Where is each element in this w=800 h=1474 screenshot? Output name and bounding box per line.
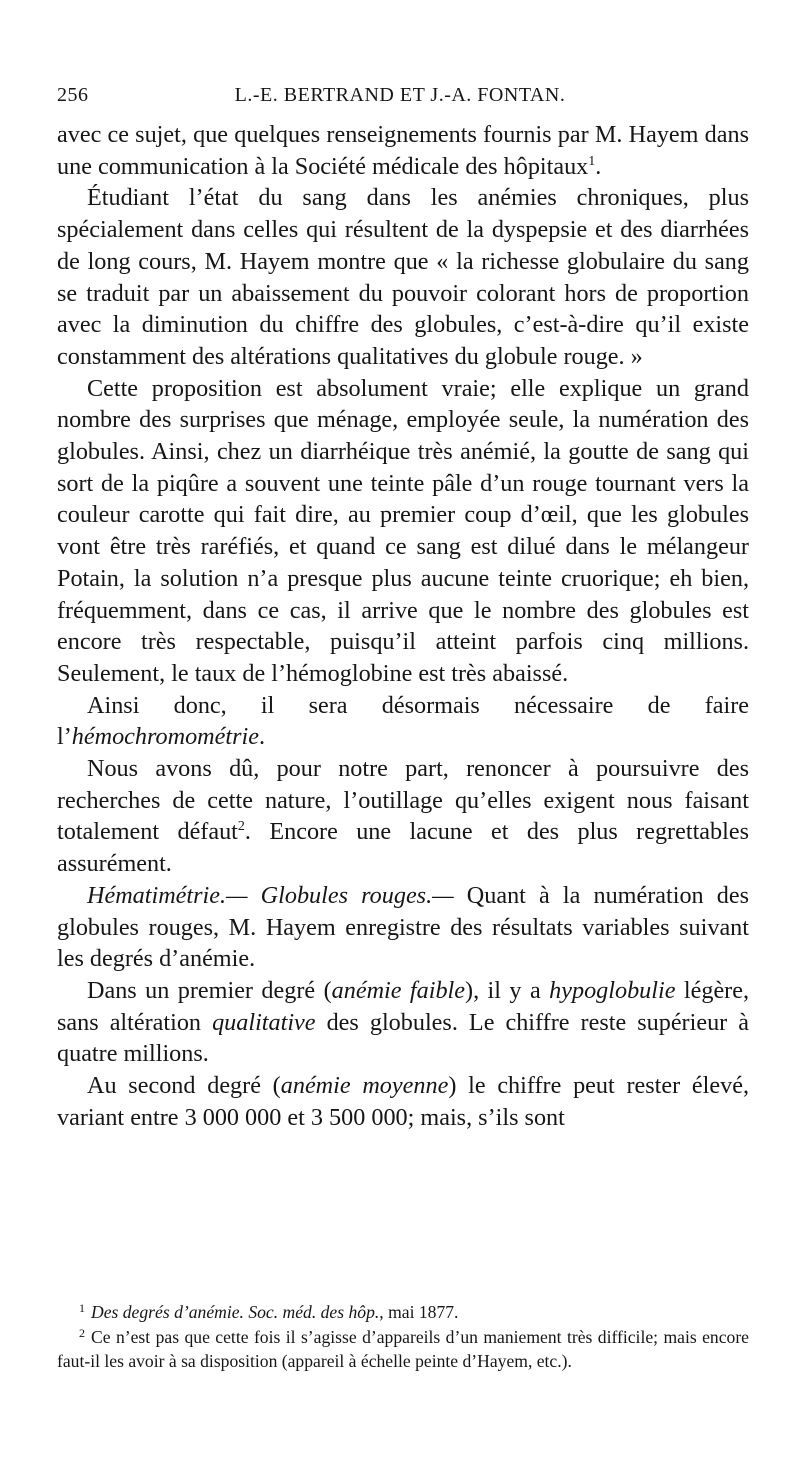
paragraph-3: Cette proposition est absolument vraie; elle explique un grand nombre des surprises que ménage, employée seule, la numération des globules. Ainsi, chez un diarrhéique très anémié, la goutte de sang qui sort de la piqûre a souvent une teinte pâle d’un rouge tournant vers la couleur carotte qui fait dire, au premier coup d’œil, que les globules vont être très raréfiés, et quand ce sang est dilué dans le mélangeur Potain, la solution n’a presque plus aucune teinte cruorique; eh bien, fréquemment, dans ce cas, il arrive que le nombre des globules est encore très respectable, puisqu’il atteint parfois cinq millions. Seulement, le taux de l’hémoglobine est très abaissé. [57, 374, 749, 687]
paragraph-2: Étudiant l’état du sang dans les anémies chroniques, plus spécialement dans celles qui résultent de la dyspepsie et des diarrhées de long cours, M. Hayem montre que « la richesse globulaire du sang se traduit par un abaissement du pouvoir colorant hors de proportion avec la diminution du chiffre des globules, c’est-à-dire qu’il existe constamment des altérations qualitatives du globule rouge. » [57, 184, 749, 370]
paragraph-7: Dans un premier degré (anémie faible), il y a hypoglobulie légère, sans altération qualitative des globules. Le chiffre reste supérieur à quatre millions. [57, 976, 750, 1068]
running-title: L.-E. BERTRAND ET J.-A. FONTAN. [234, 84, 566, 106]
paragraph-4: Ainsi donc, il sera désormais nécessaire de faire l’hémochromométrie. [57, 691, 749, 751]
paragraph-6: Hématimétrie.— Globules rouges.— Quant à la numération des globules rouges, M. Hayem enregistre des résultats variables suivant les degrés d’anémie. [57, 881, 750, 973]
paragraph-8: Au second degré (anémie moyenne) le chiffre peut rester élevé, variant entre 3 000 000 et 3 500 000; mais, s’ils sont [57, 1072, 749, 1131]
paragraph-1: avec ce sujet, que quelques renseignements fournis par M. Hayem dans une communication à la Société médicale des hôpitaux$^1$. [57, 121, 749, 180]
footnote-1: $^1$ Des degrés d’anémie. Soc. méd. des hôp., mai 1877. [79, 1301, 459, 1322]
footnote-2: $^2$ Ce n’est pas que cette fois il s’agisse d’appareils d’un maniement très difficile; mais encore faut-il les avoir à sa disposition (appareil à échelle peinte d’Hayem, etc.). [57, 1325, 749, 1371]
paragraph-5: Nous avons dû, pour notre part, renoncer à poursuivre des recherches de cette nature, l’outillage qu’elles exigent nous faisant totalement défaut$^2$. Encore une lacune et des plus regrettables assurément. [57, 755, 749, 878]
italic-term: hémochromométrie [71, 723, 259, 751]
page-header [57, 84, 743, 114]
footnotes [57, 1300, 749, 1374]
section-heading: Hématimétrie.— Globules rouges.— [87, 881, 454, 909]
footnote-ref-1: 1 [588, 153, 596, 169]
footnote-ref-2: 2 [237, 819, 245, 835]
page-number: 256 [57, 84, 89, 106]
body-text [57, 119, 749, 1134]
